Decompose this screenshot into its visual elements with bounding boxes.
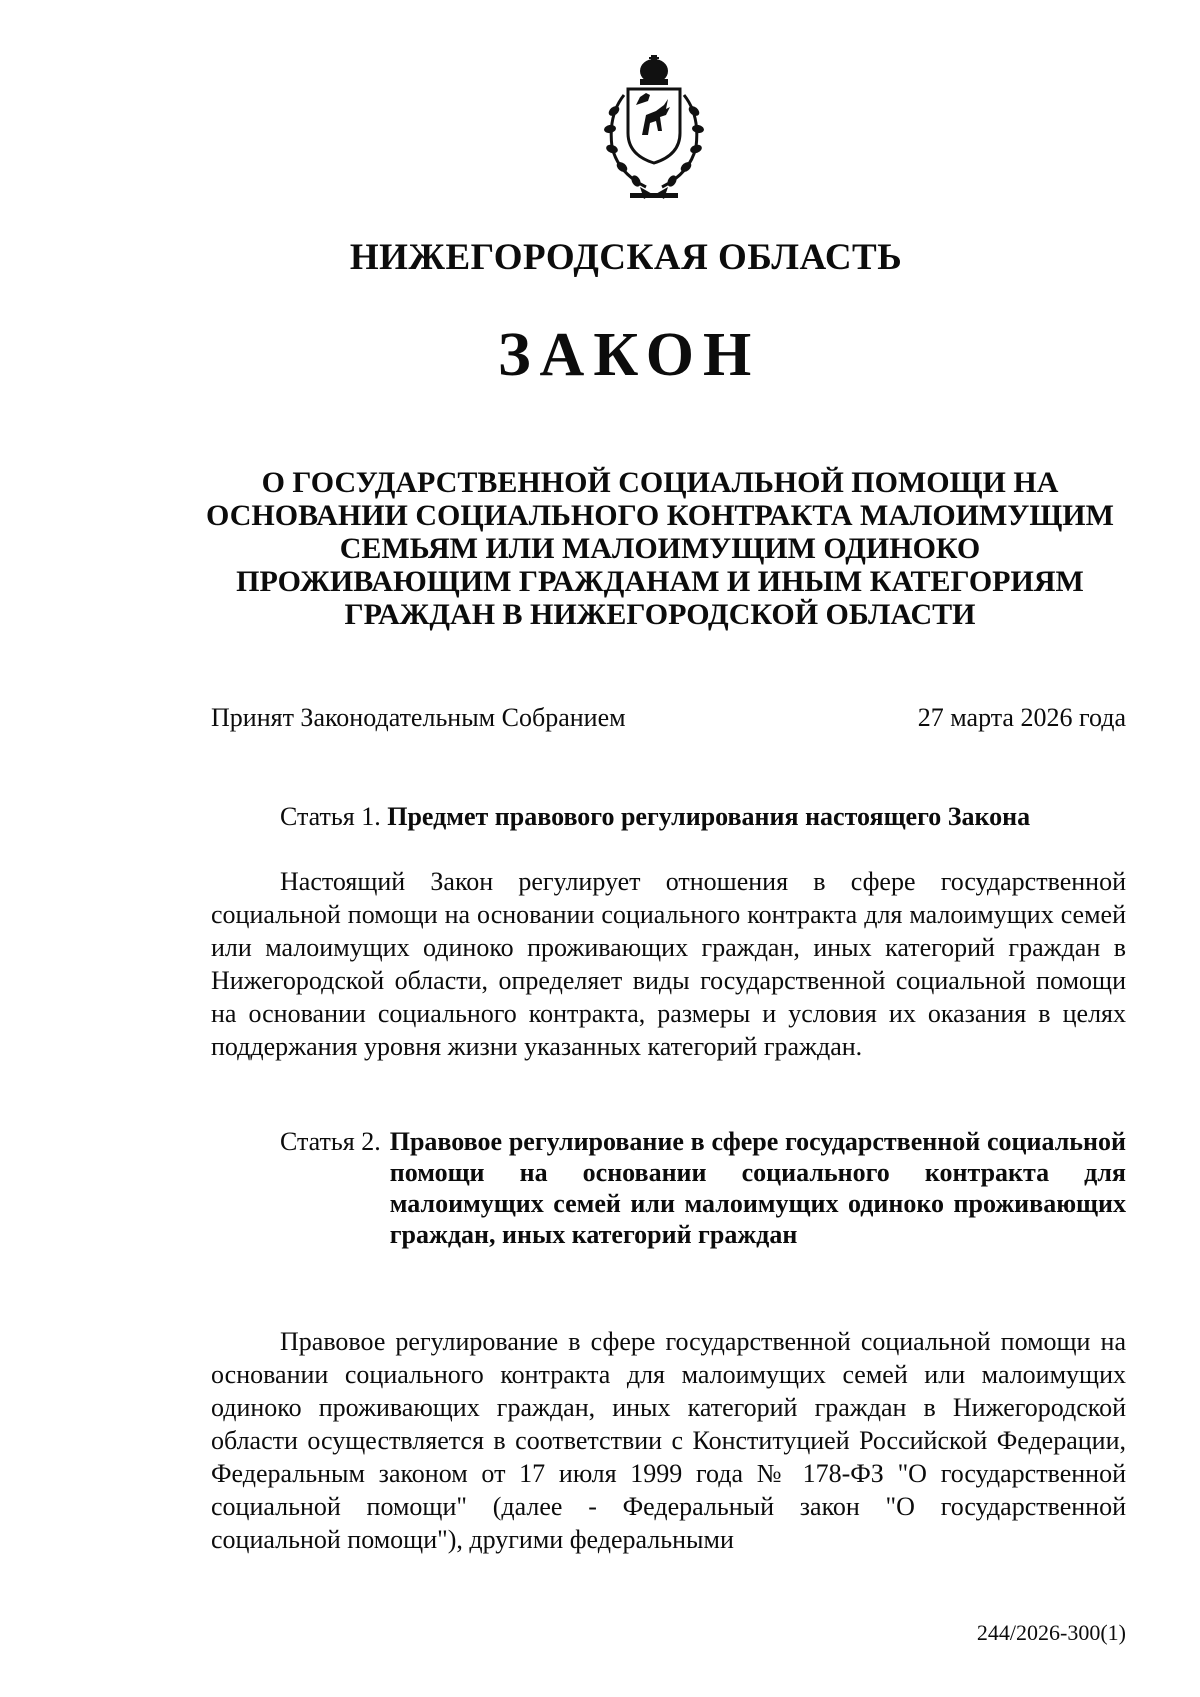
article-1-text: Настоящий Закон регулирует отношения в сфере государственной социальной помощи на основании социального контракта для малоимущих семей или малоимущих одиноко проживающих граждан, иных категорий граждан в Нижегородской области, определяет виды государственной социальной помощи на основании социального контракта, размеры и условия их оказания в целях поддержания уровня жизни указанных категорий граждан. <box>211 867 1126 1061</box>
law-title: О ГОСУДАРСТВЕННОЙ СОЦИАЛЬНОЙ ПОМОЩИ НА ОСНОВАНИИ СОЦИАЛЬНОГО КОНТРАКТА МАЛОИМУЩИМ СЕМЬЯМ ИЛИ МАЛОИМУЩИМ ОДИНОКО ПРОЖИВАЮЩИМ ГРАЖДАНАМ И ИНЫМ КАТЕГОРИЯМ ГРАЖДАН В НИЖЕГОРОДСКОЙ ОБЛАСТИ <box>206 466 1114 631</box>
adopted-by: Принят Законодательным Собранием <box>211 703 626 732</box>
article-1-heading <box>211 801 1126 832</box>
adoption-date: 27 марта 2026 года <box>917 703 1126 732</box>
article-2-text: Правовое регулирование в сфере государственной социальной помощи на основании социального контракта для малоимущих семей или малоимущих одиноко проживающих граждан, иных категорий граждан в Нижегородской области осуществляется в соответствии с Конституцией Российской Федерации, Федеральным законом от 17 июля 1999 года № 178-ФЗ "О государственной социальной помощи" (далее - Федеральный закон "О государственной социальной помощи"), другими федеральными <box>211 1327 1126 1554</box>
article-2-title: Правовое регулирование в сфере государственной социальной помощи на основании социального контракта для малоимущих семей или малоимущих одиноко проживающих граждан, иных категорий граждан <box>389 1127 1126 1249</box>
article-2-heading <box>211 1126 1126 1250</box>
adoption-line <box>211 703 1126 733</box>
article-1-number: Статья 1. <box>280 802 381 831</box>
article-2-number: Статья 2. <box>280 1127 381 1156</box>
document-type: ЗАКОН <box>497 321 761 389</box>
document-number: 244/2026-300(1) <box>976 1620 1126 1645</box>
nizhny-novgorod-coat-of-arms-icon <box>590 55 718 205</box>
article-1-title: Предмет правового регулирования настоящего Закона <box>387 802 1031 831</box>
region-name: НИЖЕГОРОДСКАЯ ОБЛАСТЬ <box>349 237 903 278</box>
